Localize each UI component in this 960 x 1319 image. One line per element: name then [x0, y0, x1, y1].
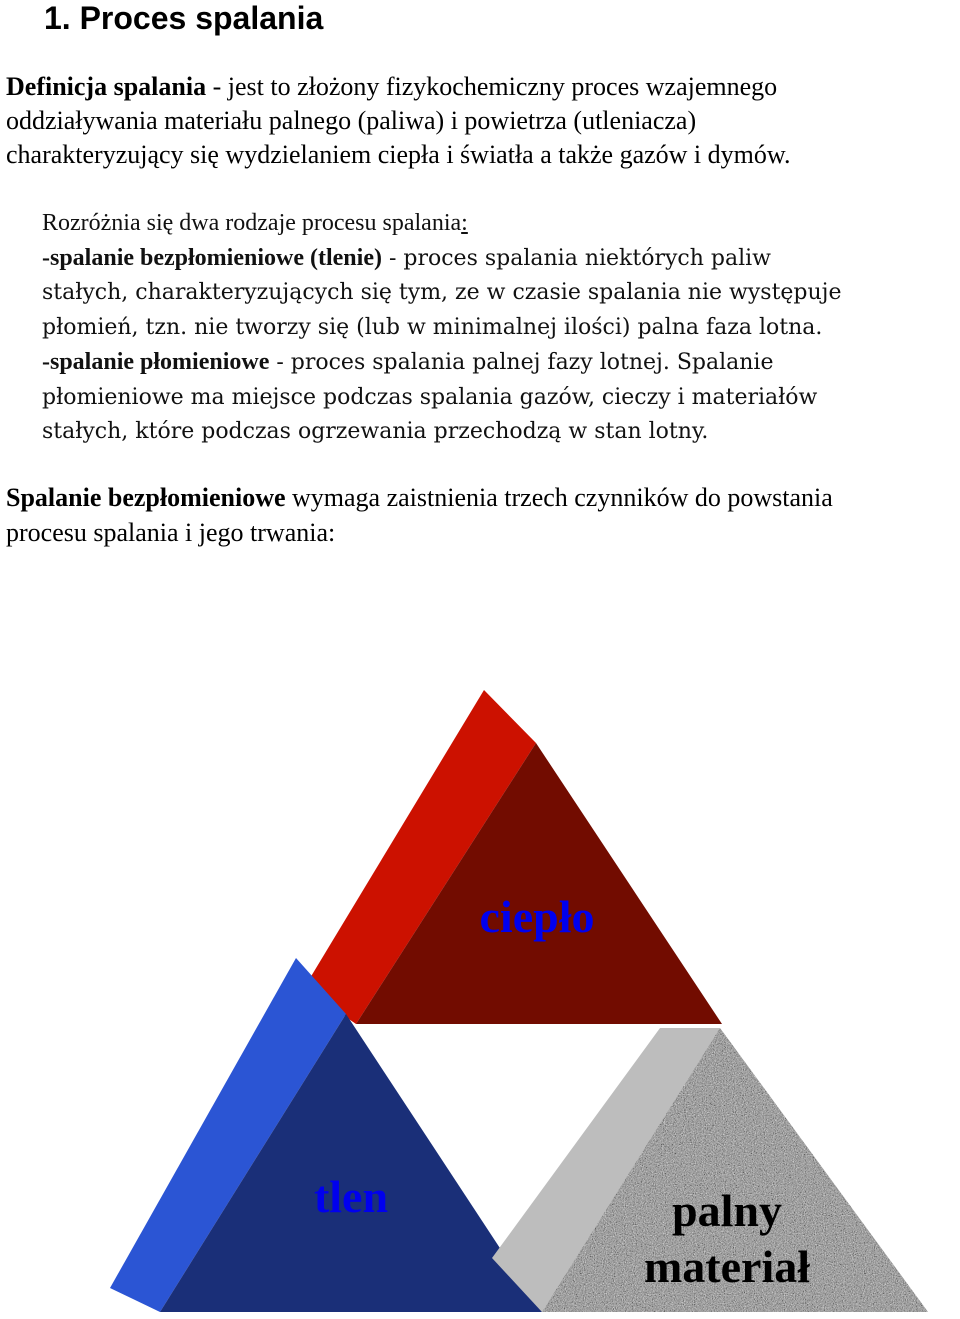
definition-line-3: charakteryzujący się wydzielaniem ciepła i światła a także gazów i dymów. — [6, 140, 791, 169]
requirement-line-1: Spalanie bezpłomieniowe wymaga zaistnienia trzech czynników do powstania — [6, 483, 833, 512]
definition-line-2: oddziaływania materiału palnego (paliwa) i powietrza (utleniacza) — [6, 106, 697, 135]
flaming-line-2: płomieniowe ma miejsce podczas spalania gazów, cieczy i materiałów — [42, 384, 818, 410]
requirement-term: Spalanie bezpłomieniowe — [6, 483, 286, 512]
smoldering-line-3: płomień, tzn. nie tworzy się (lub w minimalnej ilości) palna faza lotna. — [42, 314, 823, 340]
flaming-line-3: stałych, które podczas ogrzewania przechodzą w stan lotny. — [42, 419, 709, 444]
requirement-line-2: procesu spalania i jego trwania: — [6, 518, 336, 547]
smoldering-line-2: stałych, charakteryzujących się tym, ze w czasie spalania nie występuje — [42, 280, 842, 305]
types-intro: Rozróżnia się dwa rodzaje procesu spalania: — [42, 210, 468, 236]
page-title: 1. Proces spalania — [44, 0, 324, 36]
oxygen-label: tlen — [313, 1171, 389, 1222]
fuel-label-line-1: palny — [672, 1185, 782, 1236]
definition-term: Definicja spalania — [6, 72, 207, 101]
smoldering-line-1: -spalanie bezpłomieniowe (tlenie) - proces spalania niektórych paliw — [42, 244, 771, 271]
fuel-label-line-2: materiał — [643, 1241, 811, 1292]
flaming-line-1: -spalanie płomieniowe - proces spalania palnej fazy lotnej. Spalanie — [42, 349, 774, 375]
heat-label: ciepło — [479, 891, 595, 942]
flaming-term: -spalanie płomieniowe — [42, 349, 270, 375]
definition-line-1: Definicja spalania - jest to złożony fizykochemiczny proces wzajemnego — [6, 72, 778, 101]
smoldering-term: -spalanie bezpłomieniowe (tlenie) — [42, 244, 382, 271]
